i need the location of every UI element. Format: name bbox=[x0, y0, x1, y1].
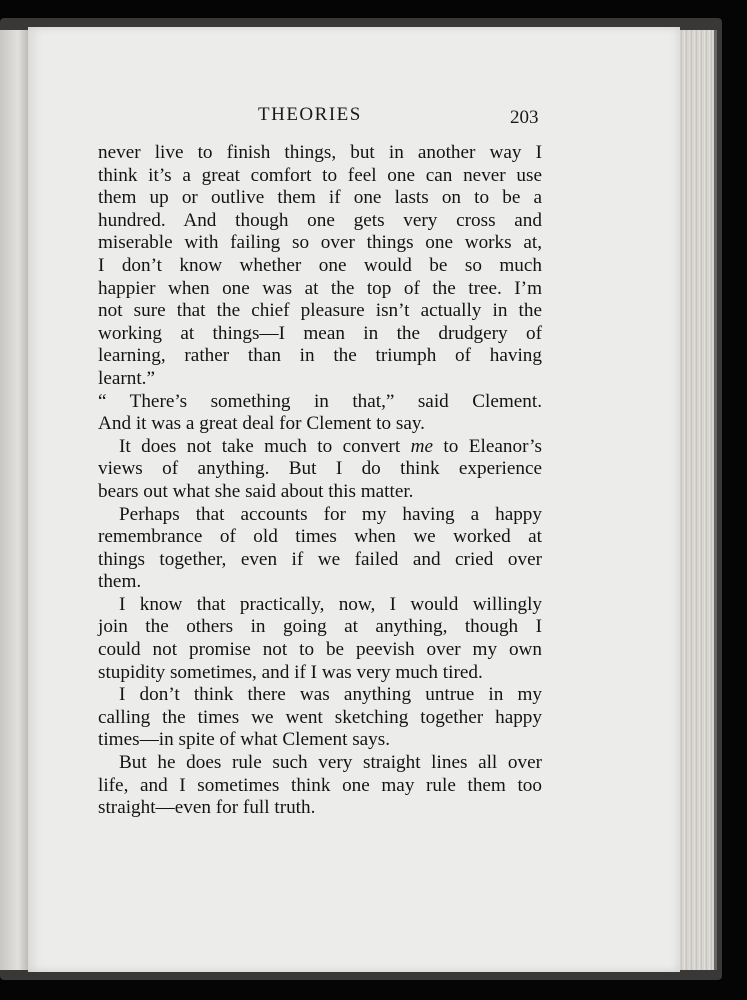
paragraph bbox=[98, 504, 542, 594]
text-line: learning, rather than in the triumph of having bbox=[98, 345, 542, 367]
text-line: times—in spite of what Clement says. bbox=[98, 729, 391, 751]
text-line: join the others in going at anything, though I bbox=[98, 616, 542, 638]
text-line: life, and I sometimes think one may rule them too bbox=[98, 774, 542, 796]
text-line: remembrance of old times when we worked at bbox=[98, 526, 542, 548]
text-line: I don’t know whether one would be so much bbox=[98, 254, 542, 276]
paragraph bbox=[98, 752, 542, 820]
facing-page-edge bbox=[0, 30, 30, 970]
text-line: straight—even for full truth. bbox=[98, 797, 316, 819]
text-line: things together, even if we failed and cried over bbox=[98, 548, 542, 570]
text-line: “ There’s something in that,” said Clement. bbox=[98, 390, 542, 412]
text-line: views of anything. But I do think experience bbox=[98, 458, 542, 480]
paragraph bbox=[98, 594, 542, 684]
text-line: could not promise not to be peevish over my own bbox=[98, 639, 542, 661]
text-line: them. bbox=[98, 571, 142, 593]
paragraph bbox=[98, 391, 542, 436]
page-number: 203 bbox=[510, 107, 539, 128]
text-line: learnt.” bbox=[98, 367, 155, 389]
paragraph bbox=[98, 684, 542, 752]
running-title: THEORIES bbox=[258, 104, 362, 125]
body-text bbox=[98, 142, 542, 820]
text-line: I know that practically, now, I would willingly bbox=[119, 593, 542, 615]
text-line: bears out what she said about this matter. bbox=[98, 480, 414, 502]
text-line: calling the times we went sketching together happy bbox=[98, 706, 542, 728]
text-line: hundred. And though one gets very cross and bbox=[98, 209, 542, 231]
paragraph bbox=[98, 142, 542, 391]
text-line: happier when one was at the top of the tree. I’m bbox=[98, 277, 542, 299]
text-line: It does not take much to convert me to Eleanor’s bbox=[119, 435, 542, 457]
text-line: miserable with failing so over things one works at, bbox=[98, 232, 542, 254]
text-line: not sure that the chief pleasure isn’t actually in the bbox=[98, 300, 542, 322]
text-line: Perhaps that accounts for my having a happy bbox=[119, 503, 542, 525]
text-line: never live to finish things, but in another way I bbox=[98, 142, 542, 163]
text-line: But he does rule such very straight lines all over bbox=[119, 752, 542, 774]
text-line: working at things—I mean in the drudgery of bbox=[98, 322, 542, 344]
text-line: I don’t think there was anything untrue in my bbox=[119, 684, 542, 706]
text-line: them up or outlive them if one lasts on to be a bbox=[98, 187, 542, 209]
text-line: think it’s a great comfort to feel one can never use bbox=[98, 164, 542, 186]
text-line: And it was a great deal for Clement to say. bbox=[98, 413, 425, 435]
emphasis: me bbox=[410, 435, 433, 457]
text-line: stupidity sometimes, and if I was very much tired. bbox=[98, 661, 483, 683]
paragraph bbox=[98, 436, 542, 504]
